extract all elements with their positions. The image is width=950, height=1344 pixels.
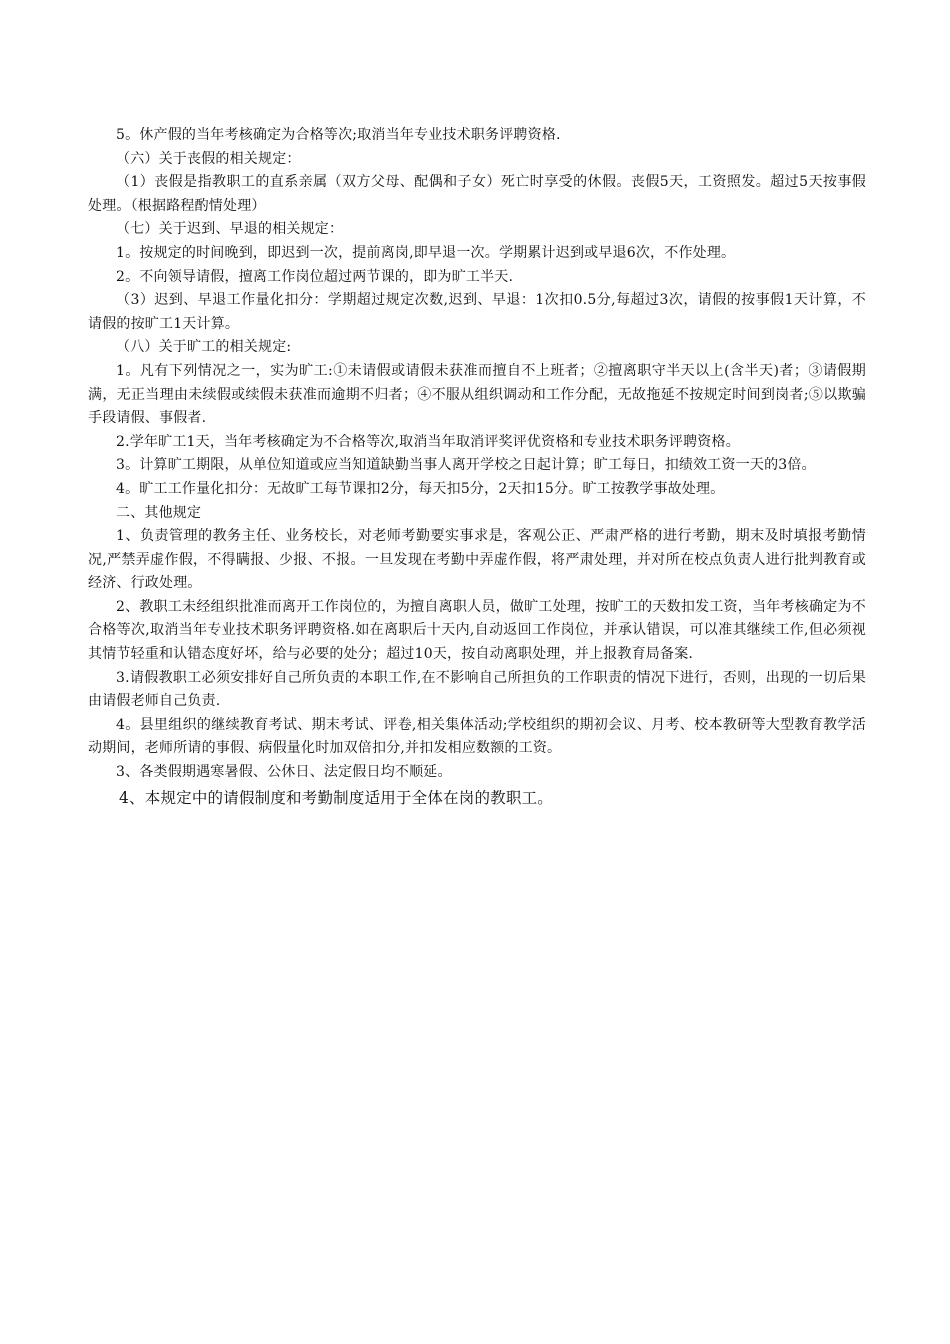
paragraph-absenteeism-4: 4。旷工工作量化扣分：无故旷工每节课扣2分，每天扣5分，2天扣15分。旷工按教学事故处理。: [116, 480, 725, 497]
document-body: [88, 124, 866, 811]
paragraph-absenteeism-3: 3。计算旷工期限，从单位知道或应当知道缺勤当事人离开学校之日起计算；旷工每日，扣绩效工资一天的3倍。: [116, 457, 816, 474]
paragraph-other-4: 4。县里组织的继续教育考试、期末考试、评卷,相关集体活动;学校组织的期初会议、月考、校本教研等大型教育教学活动期间，老师所请的事假、病假量化时加双倍扣分,并扣发相应数额的工资。: [88, 716, 866, 757]
paragraph-lateness-3: （3）迟到、早退工作量化扣分：学期超过规定次数,迟到、早退：1次扣0.5分,每超过3次，请假的按事假1天计算，不请假的按旷工1天计算。: [88, 292, 866, 332]
paragraph-holidays: 3、各类假期遇寒暑假、公休日、法定假日均不顺延。: [116, 764, 452, 781]
paragraph-other-3: 3.请假教职工必须安排好自己所负责的本职工作,在不影响自己所担负的工作职责的情况下进行，否则，出现的一切后果由请假老师自己负责.: [88, 669, 866, 710]
paragraph-scope: 4、本规定中的请假制度和考勤制度适用于全体在岗的教职工。: [119, 788, 553, 807]
paragraph-other-1: 1、负责管理的教务主任、业务校长，对老师考勤要实事求是，客观公正、严肃严格的进行考勤，期末及时填报考勤情况,严禁弄虚作假，不得瞒报、少报、不报。一旦发现在考勤中弄虚作假，将严肃处理，并对所在校点负责人进行批判教育或经济、行政处理。: [88, 528, 866, 592]
heading-other-rules: 二、其他规定: [116, 504, 202, 521]
paragraph-absenteeism-2: 2.学年旷工1天，当年考核确定为不合格等次,取消当年取消评奖评优资格和专业技术职务评聘资格。: [116, 433, 740, 450]
paragraph-absenteeism-1: 1。凡有下列情况之一，实为旷工:①未请假或请假未获准而擅自不上班者；②擅离职守半天以上(含半天)者；③请假期满，无正当理由未续假或续假未获准而逾期不归者；④不服从组织调动和工作分配，无故拖延不按规定时间到岗者;⑤以欺骗手段请假、事假者.: [88, 362, 866, 427]
paragraph-lateness-1: 1。按规定的时间晚到，即迟到一次，提前离岗,即早退一次。学期累计迟到或早退6次，不作处理。: [116, 244, 736, 261]
heading-absenteeism: （八）关于旷工的相关规定:: [116, 339, 292, 356]
paragraph-other-2: 2、教职工未经组织批准而离开工作岗位的，为擅自离职人员，做旷工处理，按旷工的天数扣发工资，当年考核确定为不合格等次,取消当年专业技术职务评聘资格.如在离职后十天内,自动返回工作岗位，并承认错误，可以准其继续工作,但必须视其情节轻重和认错态度好坏，给与必要的处分；超过10天，按自动离职处理，并上报教育局备案.: [88, 598, 866, 663]
paragraph-maternity-leave: 5。休产假的当年考核确定为合格等次;取消当年专业技术职务评聘资格.: [116, 127, 561, 143]
paragraph-lateness-2: 2。不向领导请假，擅离工作岗位超过两节课的，即为旷工半天.: [116, 268, 514, 285]
heading-lateness: （七）关于迟到、早退的相关规定：: [116, 221, 344, 238]
paragraph-bereavement-leave: （1）丧假是指教职工的直系亲属（双方父母、配偶和子女）死亡时享受的休假。丧假5天，工资照发。超过5天按事假处理。（根据路程酌情处理）: [88, 174, 866, 214]
heading-bereavement-leave: （六）关于丧假的相关规定：: [116, 150, 301, 167]
